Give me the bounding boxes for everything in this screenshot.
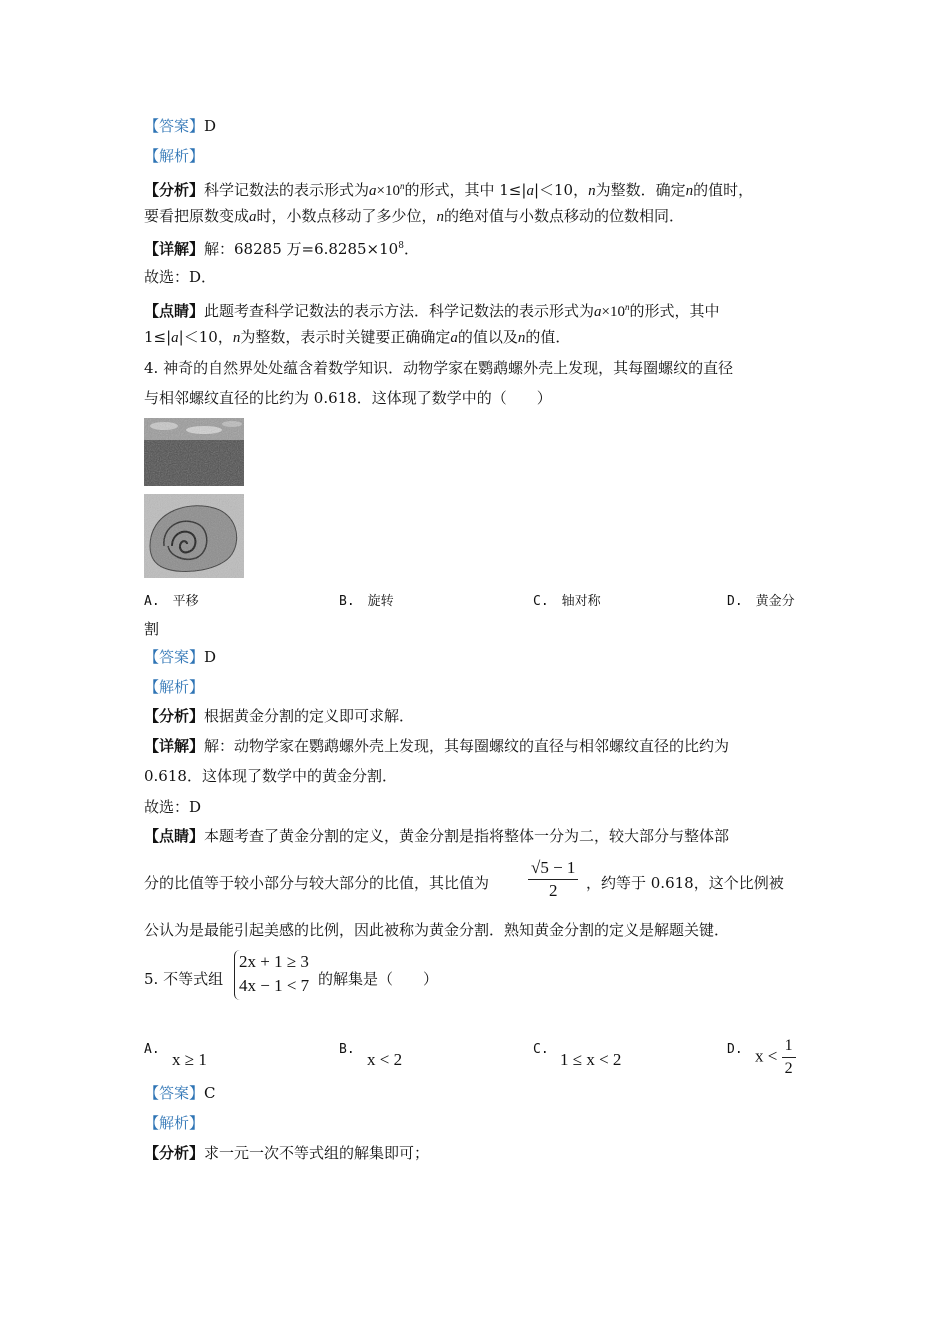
grass-field-photo [144, 418, 244, 486]
detail-tag: 【详解】 [144, 737, 205, 755]
analysis-tag: 【分析】 [144, 707, 205, 725]
analysis-tag: 【分析】 [144, 1144, 205, 1162]
q4-option-b [339, 590, 394, 612]
option-text: A. 平移 [144, 594, 199, 609]
q4-option-c [533, 590, 601, 612]
var-a: a [526, 183, 534, 199]
exponent: 8 [398, 241, 404, 251]
comment-tag: 【点睛】 [144, 302, 205, 320]
text: 要看把原数变成 [144, 207, 250, 225]
option-label: C. [533, 1042, 549, 1057]
text: 的绝对值与小数点移动的位数相同． [444, 207, 685, 225]
q4-comment-line-2b: ，约等于 0.618，这个比例被 [586, 874, 784, 892]
q4-detail-line-2: 0.618．这体现了数学中的黄金分割． [144, 767, 397, 785]
q3-comment-line-2 [144, 327, 570, 348]
var-n: n [517, 330, 526, 346]
fraction-numerator: √5 − 1 [528, 858, 578, 880]
q5-option-d [755, 1036, 796, 1079]
golden-ratio-fraction [528, 858, 578, 901]
var-n: n [685, 183, 694, 199]
inequality-1: 2x + 1 ≥ 3 [239, 952, 309, 971]
var-a: a [450, 330, 458, 346]
explain-tag: 【解析】 [144, 1114, 205, 1132]
explain-tag: 【解析】 [144, 678, 205, 696]
q5-option-b-label [339, 1038, 355, 1060]
text: 的形式，其中 1≤| [404, 181, 527, 199]
answer-value: C [204, 1084, 216, 1102]
text: 此题考查科学记数法的表示方法．科学记数法的表示形式为 [204, 302, 595, 320]
text: 为整数，表示时关键要正确确定 [240, 328, 451, 346]
q3-analysis-line-2 [144, 206, 684, 227]
option-d-fraction [782, 1036, 796, 1079]
q3-analysis-line-1 [144, 176, 753, 201]
text: 为整数．确定 [595, 181, 686, 199]
text: 的值时， [693, 181, 754, 199]
option-text: D. 黄金分 [727, 594, 795, 609]
q4-comment-line-2 [144, 873, 489, 893]
text: |＜10， [178, 328, 233, 346]
var-n: n [588, 183, 596, 199]
times-ten: ×10 [376, 183, 400, 199]
option-label: B. [339, 1042, 355, 1057]
answer-value: D [204, 648, 217, 666]
text: 科学记数法的表示形式为 [204, 181, 370, 199]
text: 求一元一次不等式组的解集即可； [204, 1144, 430, 1162]
q4-detail-line-1 [144, 736, 729, 756]
comment-tag: 【点睛】 [144, 827, 205, 845]
q3-choose-line: 故选：D． [144, 268, 217, 286]
text: 解：68285 万=6.8285×10 [204, 240, 399, 258]
text: 分的比值等于较小部分与较大部分的比值，其比值为 [144, 874, 490, 892]
var-n: n [436, 209, 445, 225]
q4-choose-line: 故选：D [144, 798, 202, 816]
text: 的值以及 [457, 328, 518, 346]
nautilus-shell-photo [144, 494, 244, 578]
q5-stem-suffix: 的解集是（ ） [318, 970, 439, 988]
exp-n: n [625, 302, 630, 312]
q4-option-d [727, 590, 795, 612]
answer-tag: 【答案】 [144, 648, 205, 666]
q3-comment-line-1 [144, 297, 720, 322]
text: 解：动物学家在鹦鹉螺外壳上发现，其每圈螺纹的直径与相邻螺纹直径的比约为 [204, 737, 730, 755]
answer-value: D [204, 117, 217, 135]
fraction-numerator: 1 [782, 1036, 796, 1058]
q3-answer-line [144, 116, 216, 136]
q4-comment-line-3: 公认为是最能引起美感的比例，因此被称为黄金分割．熟知黄金分割的定义是解题关键． [144, 921, 730, 939]
q5-option-d-label [727, 1038, 743, 1060]
detail-tag: 【详解】 [144, 240, 205, 258]
text: 的形式，其中 [629, 302, 720, 320]
option-d-prefix: x < [755, 1046, 778, 1066]
option-text: B. 旋转 [339, 594, 394, 609]
text: ． [403, 240, 419, 258]
q5-option-c: 1 ≤ x < 2 [560, 1050, 622, 1069]
text: 1≤| [144, 328, 172, 346]
q4-comment-line-1 [144, 826, 729, 846]
text: 的值． [525, 328, 571, 346]
q5-option-a-label [144, 1038, 160, 1060]
explain-tag: 【解析】 [144, 147, 205, 165]
q5-option-a: x ≥ 1 [172, 1050, 207, 1069]
analysis-tag: 【分析】 [144, 181, 205, 199]
times-ten: ×10 [601, 304, 625, 320]
q5-option-b: x < 2 [367, 1050, 403, 1069]
var-n: n [232, 330, 241, 346]
q5-answer-line [144, 1083, 216, 1103]
text: 时，小数点移动了多少位， [256, 207, 437, 225]
inequality-system [239, 950, 309, 998]
q4-stem-line-1: 4. 神奇的自然界处处蕴含着数学知识．动物学家在鹦鹉螺外壳上发现，其每圈螺纹的直径 [144, 359, 734, 377]
text: |＜10， [533, 181, 589, 199]
q5-analysis-line [144, 1143, 429, 1163]
var-a: a [249, 209, 257, 225]
text: 本题考查了黄金分割的定义，黄金分割是指将整体一分为二，较大部分与整体部 [204, 827, 730, 845]
fraction-denominator: 2 [784, 1060, 793, 1077]
q4-answer-line [144, 647, 216, 667]
var-a: a [369, 183, 377, 199]
q4-option-a [144, 590, 199, 612]
option-label: D. [727, 1042, 743, 1057]
var-a: a [594, 304, 602, 320]
q4-analysis-line [144, 706, 414, 726]
text: 根据黄金分割的定义即可求解． [204, 707, 415, 725]
q5-option-c-label [533, 1038, 549, 1060]
inequality-2: 4x − 1 < 7 [239, 976, 310, 995]
q5-stem-prefix: 5. 不等式组 [144, 970, 224, 988]
q3-detail-line [144, 236, 419, 259]
exp-n: n [400, 181, 405, 191]
fraction-denominator: 2 [548, 881, 558, 900]
q4-stem-line-2: 与相邻螺纹直径的比约为 0.618．这体现了数学中的（ ） [144, 389, 552, 407]
var-a: a [171, 330, 179, 346]
option-text: C. 轴对称 [533, 594, 601, 609]
answer-tag: 【答案】 [144, 1084, 205, 1102]
answer-tag: 【答案】 [144, 117, 205, 135]
q4-option-wrap: 割 [144, 620, 160, 638]
option-label: A. [144, 1042, 160, 1057]
